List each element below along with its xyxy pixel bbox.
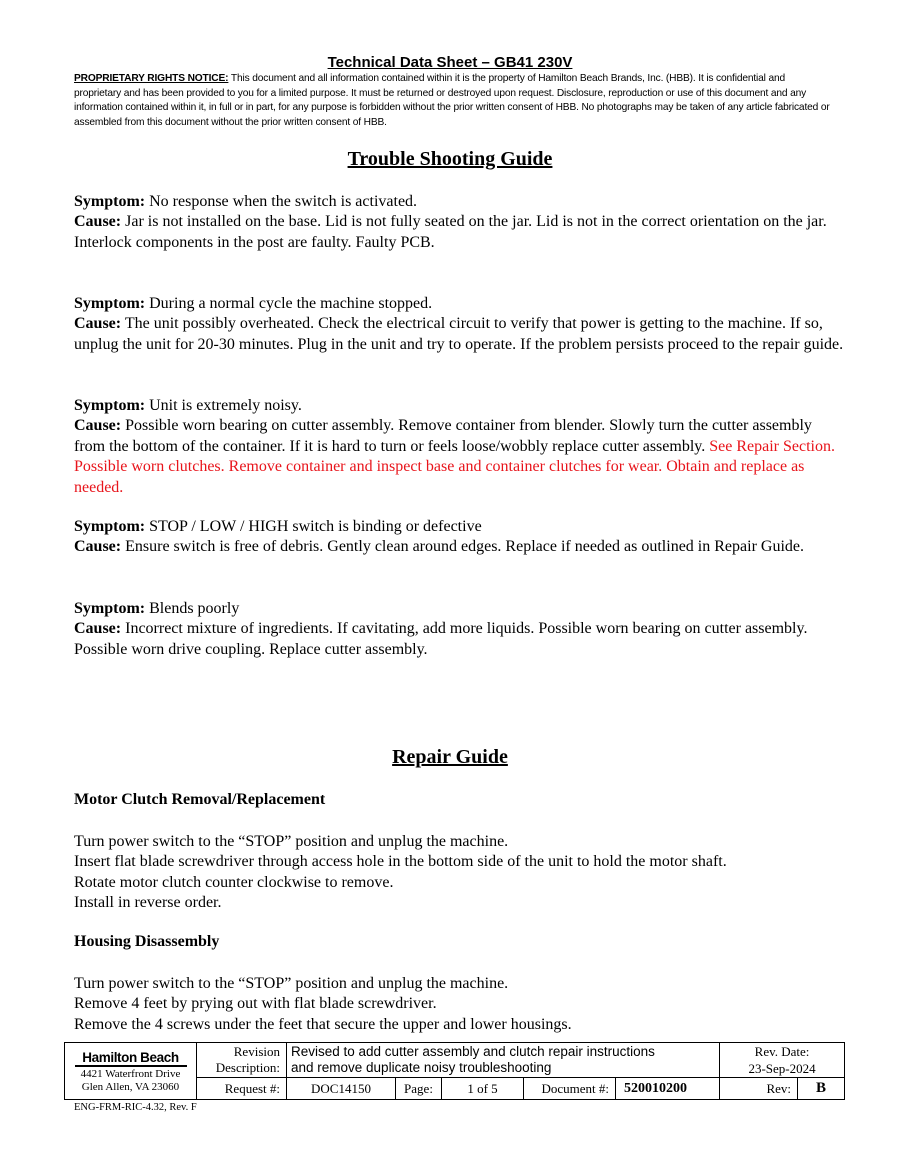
step: Rotate motor clutch counter clockwise to remove. — [74, 873, 394, 891]
address-line-2: Glen Allen, VA 23060 — [81, 1080, 180, 1093]
cause-text-revision: See Repair Section. Possible worn clutches. Remove container and inspect base and container clutches for wear. Obtain and replace as needed. — [74, 437, 835, 496]
step: Turn power switch to the “STOP” position and unplug the machine. — [74, 833, 509, 850]
step: Turn power switch to the “STOP” position and unplug the machine. — [74, 975, 509, 992]
symptom-text: Unit is extremely noisy. — [145, 397, 302, 414]
revision-description — [287, 1043, 720, 1078]
symptom-text: STOP / LOW / HIGH switch is binding or defective — [145, 518, 482, 535]
form-reference: ENG-FRM-RIC-4.32, Rev. F — [74, 1102, 197, 1113]
address-line-1: 4421 Waterfront Drive — [80, 1067, 181, 1080]
repair-title: Repair Guide — [392, 746, 508, 768]
symptom-label: Symptom: — [74, 193, 146, 210]
revision-description-line-2: and remove duplicate noisy troubleshooting — [291, 1060, 552, 1075]
symptom-text: No response when the switch is activated. — [145, 193, 418, 210]
trouble-item-2 — [74, 294, 844, 355]
symptom-label: Symptom: — [74, 600, 146, 617]
troubleshooting-title: Trouble Shooting Guide — [347, 148, 553, 170]
notice-label: PROPRIETARY RIGHTS NOTICE: — [74, 73, 229, 84]
notice-text: This document and all information contained within it is the property of Hamilton Beach Brands, Inc. (HBB). It is confidential and proprietary and has been provided to you for a limited purpose. It must be returned or destroyed upon request. Disclosure, reproduction or use of this document and any information contained within it, in full or in part, for any purpose is forbidden without the prior written consent of HBB. No photographs may be taken of any article fabricated or assembled from this document without the prior written consent of HBB. — [74, 73, 830, 128]
rev-value: B — [798, 1078, 845, 1100]
cause-text: Ensure switch is free of debris. Gently clean around edges. Replace if needed as outlined in Repair Guide. — [121, 538, 804, 556]
trouble-item-5 — [74, 599, 844, 660]
section-heading-motor-clutch: Motor Clutch Removal/Replacement — [74, 791, 326, 808]
proprietary-notice — [74, 72, 834, 130]
title-block — [64, 1042, 844, 1098]
page-label: Page: — [396, 1078, 442, 1100]
trouble-item-3 — [74, 396, 844, 498]
revision-label — [197, 1043, 287, 1078]
revision-label-line-2: Description: — [215, 1060, 280, 1075]
cause-text: Possible worn bearing on cutter assembly. Remove container from blender. Slowly turn the cutter assembly from the bottom of the container. If it is hard to turn or feels loose/wobbly replace cutter assembly. — [74, 417, 812, 455]
step: Remove the 4 screws under the feet that secure the upper and lower housings. — [74, 1015, 572, 1033]
document-label: Document #: — [524, 1078, 616, 1100]
cause-label: Cause: — [74, 417, 122, 435]
rev-label: Rev: — [720, 1078, 798, 1100]
symptom-label: Symptom: — [74, 295, 146, 312]
motor-clutch-steps — [74, 832, 844, 914]
page-value: 1 of 5 — [442, 1078, 524, 1100]
trouble-item-1 — [74, 192, 844, 253]
cause-label: Cause: — [74, 213, 122, 231]
rev-date-value: 23-Sep-2024 — [748, 1061, 816, 1076]
request-label: Request #: — [197, 1078, 287, 1100]
document-value: 520010200 — [616, 1078, 720, 1100]
cause-label: Cause: — [74, 315, 122, 333]
logo-underline — [75, 1065, 187, 1067]
step: Remove 4 feet by prying out with flat blade screwdriver. — [74, 995, 437, 1013]
rev-date-cell — [720, 1043, 845, 1078]
revision-description-line-1: Revised to add cutter assembly and clutch repair instructions — [291, 1044, 655, 1059]
step: Insert flat blade screwdriver through access hole in the bottom side of the unit to hold the motor shaft. — [74, 853, 727, 871]
cause-text: The unit possibly overheated. Check the electrical circuit to verify that power is getting to the machine. If so, unplug the unit for 20-30 minutes. Plug in the unit and try to operate. If the problem persists proceed to the repair guide. — [74, 315, 844, 353]
symptom-label: Symptom: — [74, 518, 146, 535]
rev-date-label: Rev. Date: — [754, 1044, 810, 1059]
section-heading-housing: Housing Disassembly — [74, 933, 220, 950]
symptom-text: During a normal cycle the machine stopped. — [145, 295, 433, 312]
step: Install in reverse order. — [74, 894, 222, 912]
symptom-label: Symptom: — [74, 397, 146, 414]
cause-label: Cause: — [74, 538, 122, 556]
symptom-text: Blends poorly — [145, 600, 240, 617]
housing-steps — [74, 974, 844, 1035]
document-title: Technical Data Sheet – GB41 230V — [327, 54, 573, 71]
company-block — [65, 1043, 197, 1100]
request-value: DOC14150 — [287, 1078, 396, 1100]
trouble-item-4 — [74, 517, 844, 558]
revision-label-line-1: Revision — [233, 1044, 280, 1059]
cause-text: Incorrect mixture of ingredients. If cavitating, add more liquids. Possible worn bearing on cutter assembly. Possible worn drive coupling. Replace cutter assembly. — [74, 620, 808, 658]
cause-text: Jar is not installed on the base. Lid is not fully seated on the jar. Lid is not in the correct orientation on the jar. Interlock components in the post are faulty. Faulty PCB. — [74, 213, 827, 251]
company-logo: Hamilton Beach — [82, 1049, 179, 1065]
cause-label: Cause: — [74, 620, 122, 638]
